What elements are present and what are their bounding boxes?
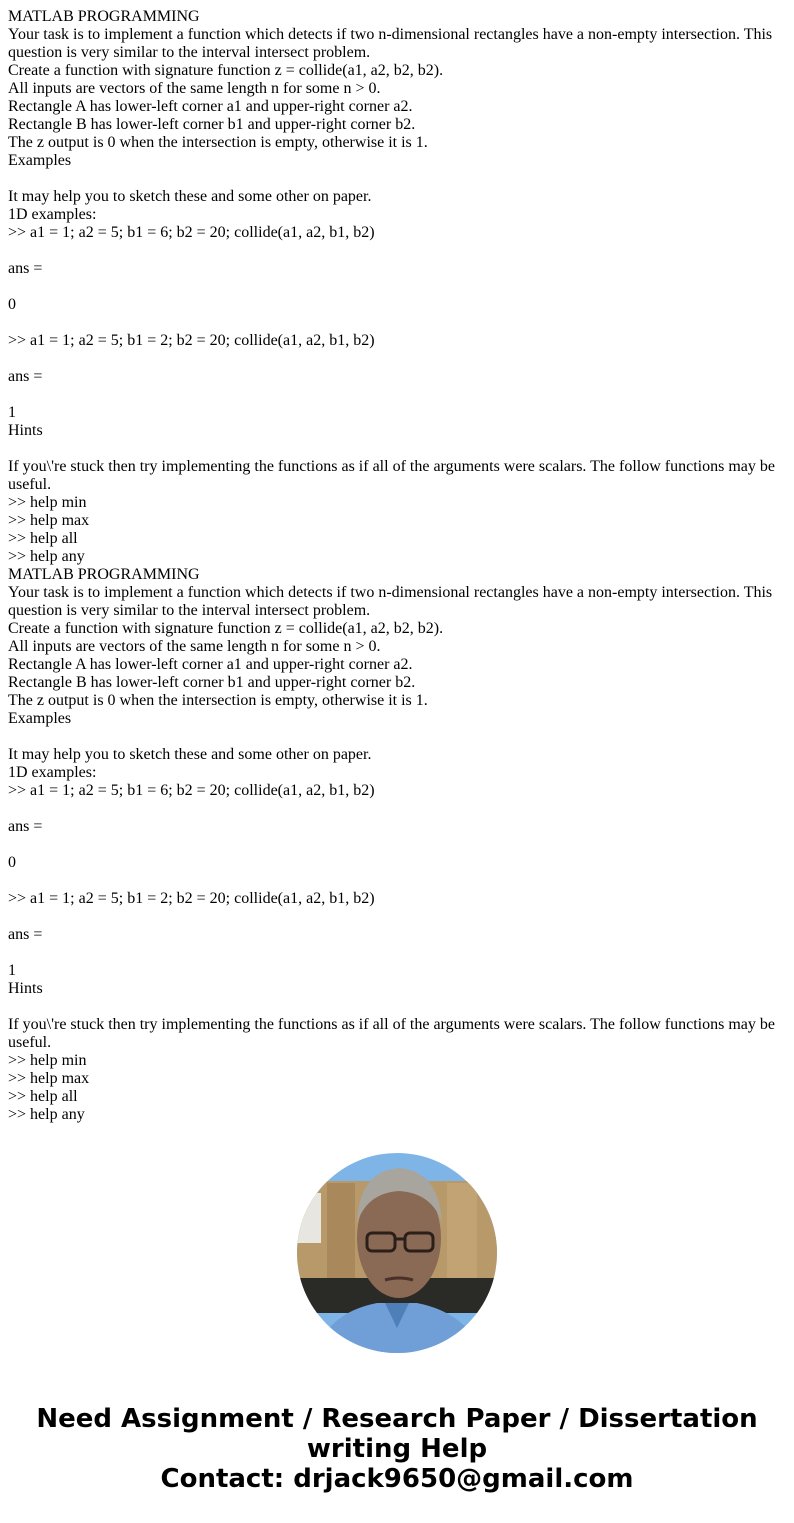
text-line: 1	[8, 404, 16, 421]
text-line: Rectangle B has lower-left corner b1 and upper-right corner b2.	[8, 116, 416, 133]
text-line: ans =	[8, 368, 43, 385]
text-line: >> help any	[8, 1106, 85, 1123]
text-line: ans =	[8, 260, 43, 277]
portrait-image	[297, 1153, 497, 1353]
blank-line	[8, 836, 786, 854]
text-line: Rectangle B has lower-left corner b1 and upper-right corner b2.	[8, 674, 416, 691]
author-photo	[297, 1153, 497, 1353]
text-line: >> help all	[8, 1088, 78, 1105]
problem-block	[8, 566, 786, 1124]
text-line: Create a function with signature function z = collide(a1, a2, b2, b2).	[8, 62, 444, 79]
text-line: >> help min	[8, 494, 87, 511]
text-line: >> a1 = 1; a2 = 5; b1 = 2; b2 = 20; collide(a1, a2, b1, b2)	[8, 332, 375, 349]
text-line: 1	[8, 962, 16, 979]
text-line: 0	[8, 296, 16, 313]
text-line: >> help any	[8, 548, 85, 565]
blank-line	[8, 170, 786, 188]
text-line: 1D examples:	[8, 206, 97, 223]
blank-line	[8, 440, 786, 458]
text-line: All inputs are vectors of the same length n for some n > 0.	[8, 80, 381, 97]
text-line: >> a1 = 1; a2 = 5; b1 = 2; b2 = 20; collide(a1, a2, b1, b2)	[8, 890, 375, 907]
text-line: The z output is 0 when the intersection is empty, otherwise it is 1.	[8, 134, 428, 151]
blank-line	[8, 350, 786, 368]
promo-headline: Need Assignment / Research Paper / Dissertation writing Help	[36, 1404, 758, 1464]
text-line: Examples	[8, 152, 72, 169]
blank-line	[8, 944, 786, 962]
text-line: 0	[8, 854, 16, 871]
text-line: It may help you to sketch these and some other on paper.	[8, 188, 372, 205]
text-line: Hints	[8, 422, 43, 439]
text-line: 1D examples:	[8, 764, 97, 781]
text-line: >> help min	[8, 1052, 87, 1069]
text-line: Examples	[8, 710, 72, 727]
text-line: If you\'re stuck then try implementing the functions as if all of the arguments were scalars. The follow functions may be useful.	[8, 1016, 775, 1051]
text-line: Your task is to implement a function which detects if two n-dimensional rectangles have a non-empty intersection. This question is very similar to the interval intersect problem.	[8, 26, 773, 61]
blank-line	[8, 386, 786, 404]
blank-line	[8, 314, 786, 332]
document-content	[8, 8, 786, 1124]
text-line: MATLAB PROGRAMMING	[8, 8, 200, 25]
blank-line	[8, 800, 786, 818]
text-line: >> help max	[8, 1070, 90, 1087]
text-line: ans =	[8, 818, 43, 835]
text-line: >> a1 = 1; a2 = 5; b1 = 6; b2 = 20; collide(a1, a2, b1, b2)	[8, 782, 375, 799]
text-line: >> help max	[8, 512, 90, 529]
blank-line	[8, 278, 786, 296]
text-line: ans =	[8, 926, 43, 943]
text-line: MATLAB PROGRAMMING	[8, 566, 200, 583]
text-line: >> a1 = 1; a2 = 5; b1 = 6; b2 = 20; collide(a1, a2, b1, b2)	[8, 224, 375, 241]
text-line: It may help you to sketch these and some other on paper.	[8, 746, 372, 763]
blank-line	[8, 242, 786, 260]
problem-block	[8, 8, 786, 566]
text-line: >> help all	[8, 530, 78, 547]
text-line: Your task is to implement a function which detects if two n-dimensional rectangles have a non-empty intersection. This question is very similar to the interval intersect problem.	[8, 584, 773, 619]
text-line: Create a function with signature function z = collide(a1, a2, b2, b2).	[8, 620, 444, 637]
blank-line	[8, 998, 786, 1016]
text-line: Hints	[8, 980, 43, 997]
text-line: The z output is 0 when the intersection is empty, otherwise it is 1.	[8, 692, 428, 709]
promo-banner	[0, 1404, 794, 1494]
text-line: All inputs are vectors of the same length n for some n > 0.	[8, 638, 381, 655]
blank-line	[8, 908, 786, 926]
blank-line	[8, 872, 786, 890]
text-line: Rectangle A has lower-left corner a1 and upper-right corner a2.	[8, 98, 413, 115]
text-line: If you\'re stuck then try implementing the functions as if all of the arguments were scalars. The follow functions may be useful.	[8, 458, 775, 493]
text-line: Rectangle A has lower-left corner a1 and upper-right corner a2.	[8, 656, 413, 673]
promo-contact: Contact: drjack9650@gmail.com	[160, 1464, 634, 1494]
blank-line	[8, 728, 786, 746]
